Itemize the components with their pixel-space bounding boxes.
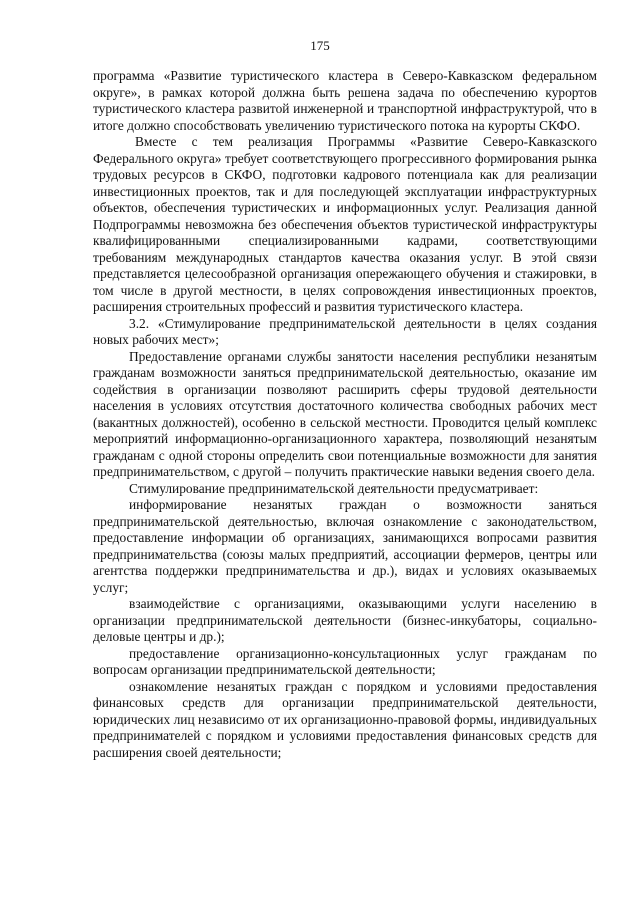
list-item: взаимодействие с организациями, оказывающими услуги населению в организации предпринимательской деятельности (бизнес-инкубаторы, социально-деловые центры и др.); xyxy=(93,596,597,644)
list-item: предоставление организационно-консультационных услуг гражданам по вопросам организации предпринимательской деятельности; xyxy=(93,645,597,677)
page-body xyxy=(93,68,597,761)
page-number: 175 xyxy=(310,38,330,53)
list-item: ознакомление незанятых граждан с порядком и условиями предоставления финансовых средств для организации предпринимательской деятельности, юридических лиц независимо от их организационно-правовой формы, индивидуальных предпринимателей с порядком и условиями предоставления финансовых средств для расширения своей деятельности; xyxy=(93,678,597,760)
paragraph: Вместе с тем реализация Программы «Развитие Северо-Кавказского Федерального округа» требует соответствующего прогрессивного формирования рынка трудовых ресурсов в СКФО, подготовки кадрового потенциала как для реализации инвестиционных проектов, так и для последующей эксплуатации инфраструктурных объектов, обеспечения туристических и информационных услуг. Реализация данной Подпрограммы невозможна без обеспечения объектов туристической инфраструктуры квалифицированными специализированными кадрами, соответствующими требованиям международных стандартов качества оказания услуг. В этой связи представляется целесообразной организация опережающего обучения и стажировки, в том числе в другой местности, в целях сопровождения инвестиционных проектов, расширения строительных профессий и развития туристического кластера. xyxy=(93,134,597,314)
list-item: информирование незанятых граждан о возможности заняться предпринимательской деятельностью, включая ознакомление с законодательством, предоставление информации об организациях, занимающихся вопросами развития предпринимательства (союзы малых предприятий, ассоциации фермеров, центры или агентства поддержки предпринимательства и др.), видах и условиях оказываемых услуг; xyxy=(93,497,597,595)
paragraph: программа «Развитие туристического кластера в Северо-Кавказском федеральном округе», в рамках которой должна быть решена задача по обеспечению курортов туристического кластера развитой инженерной и транспортной инфраструктурой, что в итоге должно способствовать увеличению туристического потока на курорты СКФО. xyxy=(93,68,597,133)
paragraph: Предоставление органами службы занятости населения республики незанятым гражданам возможности заняться предпринимательской деятельностью, оказание им содействия в организации позволяют расширить сферы трудовой деятельности населения в условиях отсутствия достаточного количества свободных рабочих мест (вакантных должностей), особенно в сельской местности. Проводится целый комплекс мероприятий информационно-организационного характера, позволяющий незанятым гражданам с одной стороны определить свои потенциальные возможности для занятия предпринимательством, с другой – получить практические навыки ведения своего дела. xyxy=(93,348,597,479)
section-heading: 3.2. «Стимулирование предпринимательской деятельности в целях создания новых рабочих мест»; xyxy=(93,315,597,347)
paragraph: Стимулирование предпринимательской деятельности предусматривает: xyxy=(129,480,539,496)
